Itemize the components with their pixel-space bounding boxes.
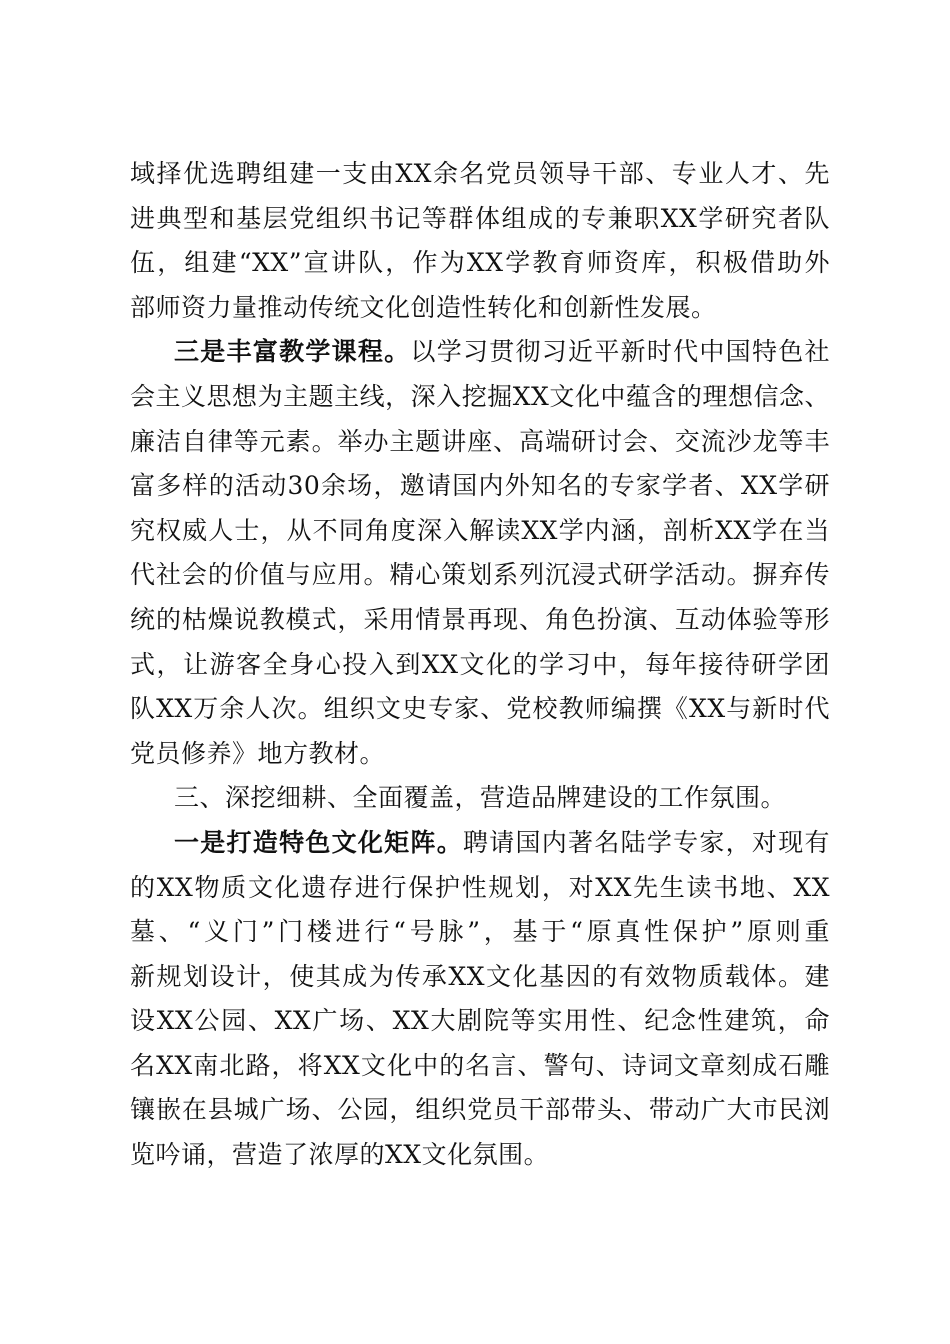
text-line: 新规划设计，使其成为传承XX文化基因的有效物质载体。建 [130,961,830,991]
text-line: 统的枯燥说教模式，采用情景再现、角色扮演、互动体验等形 [130,604,830,634]
paragraph-text: 以学习贯彻习近平新时代中国特色社 [410,337,830,367]
paragraph-lead: 三是丰富教学课程。 [174,337,411,367]
text-line: 会主义思想为主题主线，深入挖掘XX文化中蕴含的理想信念、 [130,381,830,411]
text-line [130,330,830,375]
text-line: 富多样的活动30余场，邀请国内外知名的专家学者、XX学研 [130,471,830,501]
text-line: 名XX南北路，将XX文化中的名言、警句、诗词文章刻成石雕 [130,1050,830,1080]
paragraph-lead: 一是打造特色文化矩阵。 [174,827,463,857]
text-line: 镶嵌在县城广场、公园，组织党员干部带头、带动广大市民浏 [130,1095,830,1125]
section-heading: 三、深挖细耕、全面覆盖，营造品牌建设的工作氛围。 [174,783,787,813]
text-line: 的XX物质文化遗存进行保护性规划，对XX先生读书地、XX [130,872,830,902]
paragraph-1 [130,152,830,330]
paragraph-2 [130,330,830,776]
paragraph-4 [130,821,830,1178]
text-line: 党员修养》地方教材。 [130,738,386,768]
text-line: 墓、“义门”门楼进行“号脉”，基于“原真性保护”原则重 [130,917,830,947]
text-line: 进典型和基层党组织书记等群体组成的专兼职XX学研究者队 [130,203,830,233]
text-line: 览吟诵，营造了浓厚的XX文化氛围。 [130,1140,550,1170]
text-line: 式，让游客全身心投入到XX文化的学习中，每年接待研学团 [130,649,830,679]
text-line [130,821,830,866]
text-line: 队XX万余人次。组织文史专家、党校教师编撰《XX与新时代 [130,694,830,724]
text-line: 域择优选聘组建一支由XX余名党员领导干部、专业人才、先 [130,159,830,188]
text-line: 廉洁自律等元素。举办主题讲座、高端研讨会、交流沙龙等丰 [130,426,830,456]
document-body [130,152,830,1178]
text-line: 究权威人士，从不同角度深入解读XX学内涵，剖析XX学在当 [130,515,830,545]
text-line: 设XX公园、XX广场、XX大剧院等实用性、纪念性建筑，命 [130,1006,830,1036]
text-line: 部师资力量推动传统文化创造性转化和创新性发展。 [130,292,717,322]
text-line: 伍，组建“XX”宣讲队，作为XX学教育师资库，积极借助外 [130,248,830,278]
text-line: 代社会的价值与应用。精心策划系列沉浸式研学活动。摒弃传 [130,560,830,590]
paragraph-text: 聘请国内著名陆学专家，对现有 [462,827,830,857]
